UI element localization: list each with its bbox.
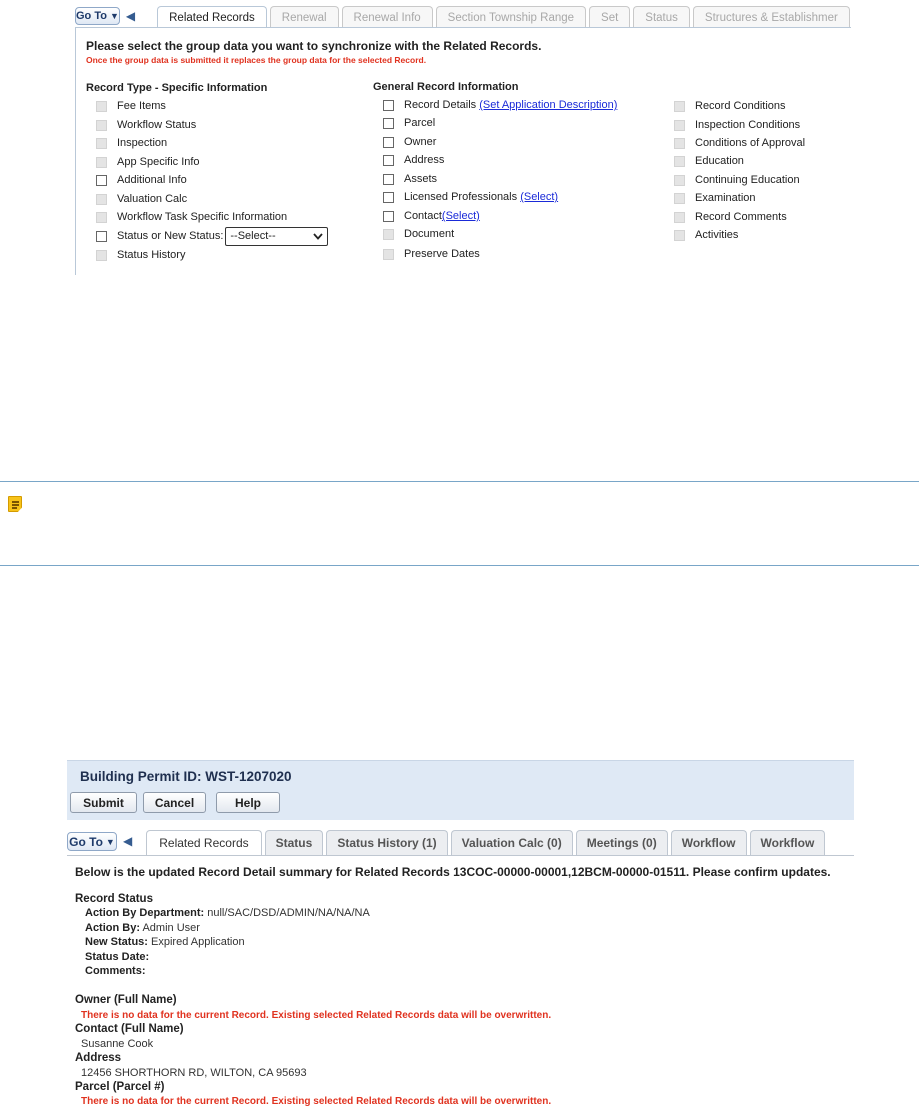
note-icon [8,496,22,512]
scroll-left-icon[interactable]: ◀ [123,834,133,848]
submit-button[interactable]: Submit [70,792,137,813]
checkbox[interactable] [383,118,394,129]
option-label: Record Comments [695,211,787,223]
tab-meetings[interactable]: Meetings (0) [576,830,668,855]
status-select-value: --Select-- [230,230,276,242]
option-label: Document [404,228,455,240]
option-address[interactable] [383,153,444,167]
sync-panel [75,27,851,275]
option-activities[interactable] [674,228,738,242]
option-label: Status History [117,249,186,261]
option-label: Parcel [404,117,436,129]
option-label: App Specific Info [117,156,200,168]
checkbox[interactable] [96,212,107,223]
option-label: Workflow Task Specific Information [117,211,288,223]
option-examination[interactable] [674,191,756,205]
tab-related-records[interactable]: Related Records [146,830,261,855]
option-label: Activities [695,229,739,241]
bottom-tab-bar [67,829,854,855]
option-parcel[interactable] [383,116,435,130]
owner-warning: There is no data for the current Record. Existing selected Related Records data will be overwritten. [81,1010,552,1021]
option-label: Additional Info [117,174,187,186]
cancel-button[interactable]: Cancel [143,792,206,813]
checkbox[interactable] [383,155,394,166]
option-label: Inspection [117,137,168,149]
general-record-heading: General Record Information [373,81,519,93]
option-label: Conditions of Approval [695,137,806,149]
option-label: Preserve Dates [404,248,480,260]
parcel-warning: There is no data for the current Record. Existing selected Related Records data will be overwritten. [81,1096,552,1107]
option-record-comments[interactable] [674,210,787,224]
status-select[interactable] [225,227,328,246]
option-document[interactable] [383,227,454,241]
option-inspection-conditions[interactable] [674,118,800,132]
checkbox[interactable] [383,249,394,260]
tab-status[interactable]: Status [265,830,324,855]
chevron-down-icon: ▼ [105,836,115,847]
checkbox[interactable] [96,250,107,261]
record-header [67,760,854,820]
address-value: 12456 SHORTHORN RD, WILTON, CA 95693 [81,1067,307,1079]
goto-button[interactable] [67,832,117,851]
status-field-new-status: New Status: Expired Application [85,936,245,948]
record-type-heading: Record Type - Specific Information [86,82,268,94]
option-contact[interactable] [383,209,480,223]
option-education[interactable] [674,154,744,168]
page-title: Building Permit ID: WST-1207020 [80,769,292,784]
top-tab-bar [75,4,851,28]
option-record-details[interactable] [383,98,617,112]
option-continuing-education[interactable] [674,173,800,187]
tab-renewal-info[interactable]: Renewal Info [342,6,433,28]
option-valuation-calc[interactable] [96,192,187,206]
checkbox[interactable] [383,192,394,203]
checkbox[interactable] [383,211,394,222]
goto-button[interactable] [75,7,120,25]
option-record-conditions[interactable] [674,99,786,113]
option-fee-items[interactable] [96,99,166,113]
checkbox[interactable] [96,175,107,186]
option-label: Address [404,154,445,166]
checkbox[interactable] [96,101,107,112]
option-status-or-new-status[interactable] [96,229,328,243]
contact-value: Susanne Cook [81,1038,154,1050]
set-application-description-link[interactable]: (Set Application Description) [479,99,618,111]
checkbox[interactable] [674,120,685,131]
option-app-specific-info[interactable] [96,155,200,169]
tab-structures-establishments[interactable]: Structures & Establishmer [693,6,850,28]
checkbox[interactable] [674,101,685,112]
checkbox[interactable] [674,156,685,167]
checkbox[interactable] [674,138,685,149]
checkbox[interactable] [96,157,107,168]
summary-panel [67,855,854,1110]
sync-warning: Once the group data is submitted it replaces the group data for the selected Record. [86,55,427,65]
status-field-status-date: Status Date: [85,951,150,963]
status-field-comments: Comments: [85,965,146,977]
owner-heading: Owner (Full Name) [75,994,177,1006]
option-label: Assets [404,173,438,185]
tab-renewal[interactable]: Renewal [270,6,339,28]
option-label: Contact [404,210,442,222]
select-licensed-professionals-link[interactable]: (Select) [520,191,559,203]
option-label: Status or New Status: [117,230,224,242]
checkbox[interactable] [96,120,107,131]
parcel-heading: Parcel (Parcel #) [75,1081,165,1093]
option-assets[interactable] [383,172,437,186]
option-conditions-of-approval[interactable] [674,136,805,150]
tab-set[interactable]: Set [589,6,630,28]
checkbox[interactable] [674,193,685,204]
chevron-down-icon: ▼ [109,11,119,21]
option-workflow-task-specific[interactable] [96,210,287,224]
checkbox[interactable] [96,231,107,242]
sync-title: Please select the group data you want to synchronize with the Related Records. [86,39,542,53]
select-contact-link[interactable]: (Select) [441,210,480,222]
address-heading: Address [75,1052,122,1064]
option-preserve-dates[interactable] [383,247,480,261]
option-inspection[interactable] [96,136,167,150]
checkbox[interactable] [96,194,107,205]
option-label: Examination [695,192,756,204]
option-owner[interactable] [383,135,436,149]
tab-workflow[interactable]: Workflow [671,830,747,855]
status-field-action-by: Action By: Admin User [85,922,200,934]
tab-status-history[interactable]: Status History (1) [326,830,447,855]
checkbox[interactable] [383,137,394,148]
chevron-down-icon [313,233,323,240]
checkbox[interactable] [383,100,394,111]
goto-label: Go To [76,10,107,22]
help-button[interactable]: Help [216,792,280,813]
status-field-department: Action By Department: null/SAC/DSD/ADMIN/NA/NA/NA [85,907,370,919]
option-label: Valuation Calc [117,193,188,205]
option-workflow-status[interactable] [96,118,196,132]
summary-text: Below is the updated Record Detail summary for Related Records 13COC-00000-00001,12BCM-00000-01511. Please confirm updates. [75,865,831,879]
tab-related-records[interactable]: Related Records [157,6,267,28]
checkbox[interactable] [383,229,394,240]
scroll-left-icon[interactable]: ◀ [125,9,136,23]
note-bar [0,481,919,566]
checkbox[interactable] [96,138,107,149]
goto-label: Go To [69,834,103,849]
checkbox[interactable] [674,212,685,223]
checkbox[interactable] [674,175,685,186]
option-status-history[interactable] [96,248,185,262]
contact-heading: Contact (Full Name) [75,1023,184,1035]
option-label: Owner [404,136,437,148]
record-status-heading: Record Status [75,893,153,905]
option-label: Workflow Status [117,119,197,131]
option-licensed-professionals[interactable] [383,190,558,204]
option-label: Fee Items [117,100,166,112]
option-label: Record Conditions [695,100,786,112]
option-label: Record Details [404,99,477,111]
option-label: Education [695,155,744,167]
option-label: Licensed Professionals [404,191,518,203]
checkbox[interactable] [383,174,394,185]
option-label: Continuing Education [695,174,800,186]
tab-status[interactable]: Status [633,6,690,28]
tab-section-township-range[interactable]: Section Township Range [436,6,586,28]
tab-workflow-2[interactable]: Workflow [750,830,826,855]
tab-valuation-calc[interactable]: Valuation Calc (0) [451,830,573,855]
checkbox[interactable] [674,230,685,241]
option-additional-info[interactable] [96,173,187,187]
option-label: Inspection Conditions [695,119,801,131]
